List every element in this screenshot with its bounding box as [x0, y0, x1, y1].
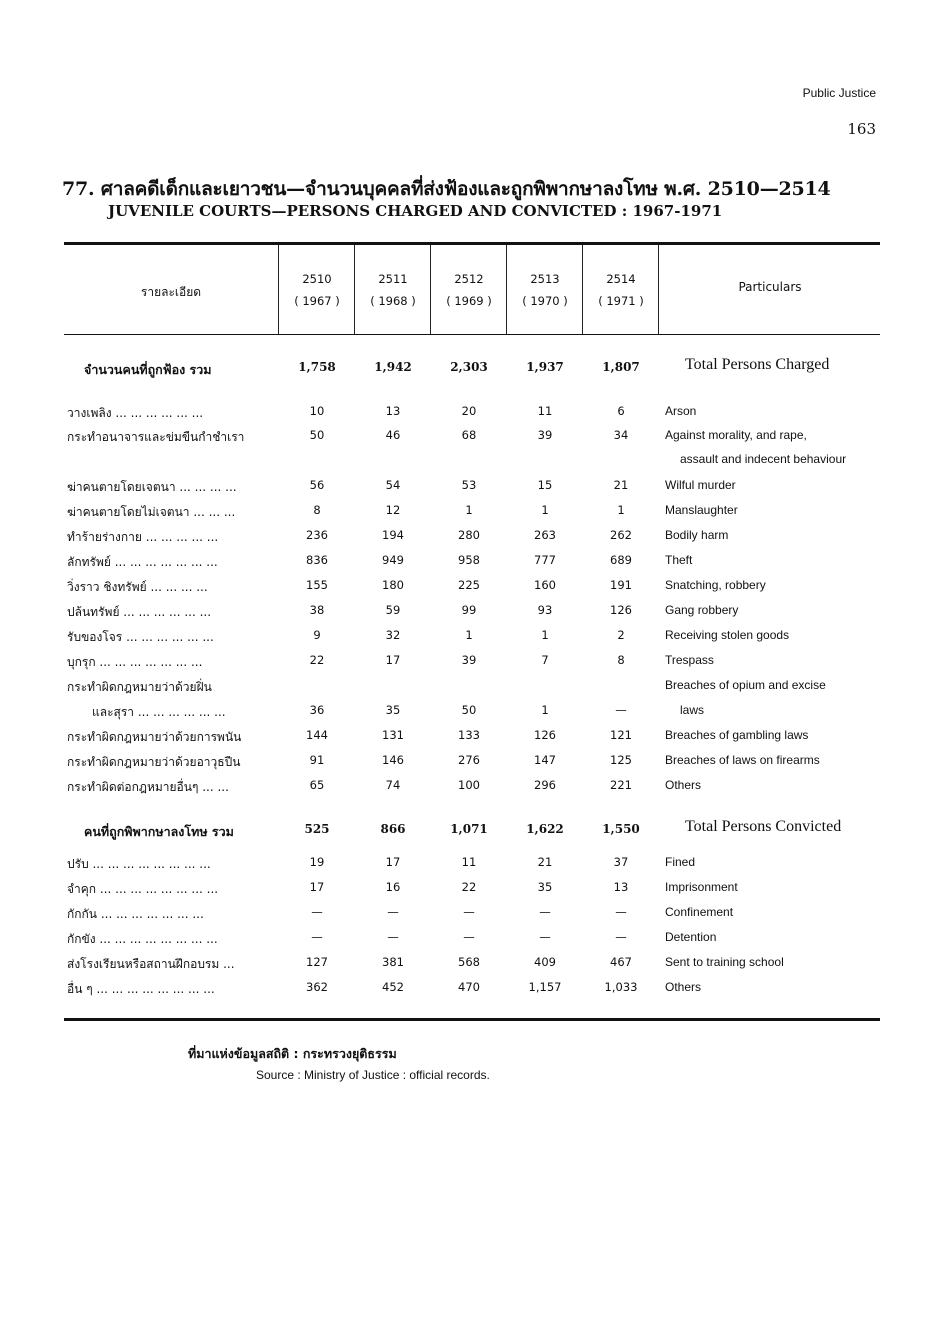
cell-value: 93 [537, 603, 553, 617]
cell-value: 1 [465, 503, 473, 517]
cell-value: 1 [617, 503, 625, 517]
year-ce: ( 1967 ) [294, 294, 340, 308]
table-row [0, 703, 938, 727]
cell-value: 1,071 [450, 822, 488, 836]
row-label-english: Breaches of opium and excise [665, 678, 826, 692]
table-top-rule [64, 242, 880, 245]
cell-value: — [615, 703, 627, 717]
cell-value: — [615, 930, 627, 944]
cell-value: 12 [385, 503, 401, 517]
cell-value: 9 [313, 628, 321, 642]
cell-value: 53 [461, 478, 477, 492]
cell-value: 20 [461, 404, 477, 418]
row-label-english: Others [665, 980, 702, 994]
cell-value: 836 [306, 553, 328, 567]
cell-value: 126 [610, 603, 632, 617]
cell-value: 1,622 [526, 822, 564, 836]
page-number: 163 [847, 120, 876, 138]
table-row [0, 753, 938, 777]
cell-value: 59 [385, 603, 401, 617]
cell-value: 21 [613, 478, 629, 492]
cell-value: 127 [306, 955, 328, 969]
cell-value: 13 [613, 880, 629, 894]
cell-value: 191 [610, 578, 632, 592]
table-row [0, 528, 938, 552]
cell-value: — [539, 930, 551, 944]
row-label-thai: ปรับ ... ... ... ... ... ... ... ... [67, 857, 211, 871]
row-label-english: Imprisonment [665, 880, 738, 894]
column-header-details: รายละเอียด [140, 285, 202, 299]
year-ce: ( 1971 ) [598, 294, 644, 308]
table-row [0, 503, 938, 527]
cell-value: 525 [304, 822, 330, 836]
table-row [0, 578, 938, 602]
cell-value: 56 [309, 478, 325, 492]
row-label-english: Bodily harm [665, 528, 729, 542]
column-header-particulars: Particulars [738, 280, 802, 294]
row-label-thai: ทำร้ายร่างกาย ... ... ... ... ... [67, 530, 219, 544]
cell-value: 409 [534, 955, 556, 969]
cell-value: 1,807 [602, 360, 640, 374]
cell-value: 74 [385, 778, 401, 792]
cell-value: 6 [617, 404, 625, 418]
cell-value: 39 [461, 653, 477, 667]
cell-value: 8 [617, 653, 625, 667]
table-row [0, 778, 938, 802]
year-be: 2511 [378, 272, 408, 286]
cell-value: 131 [382, 728, 404, 742]
row-label-english: Total Persons Convicted [685, 818, 842, 835]
row-label-english: Detention [665, 930, 717, 944]
cell-value: 194 [382, 528, 404, 542]
cell-value: 1,033 [604, 980, 638, 994]
cell-value: 126 [534, 728, 556, 742]
table-row [0, 678, 938, 702]
cell-value: 100 [458, 778, 480, 792]
table-row [0, 905, 938, 929]
cell-value: 22 [461, 880, 477, 894]
row-label-english: Sent to training school [665, 955, 784, 969]
cell-value: 22 [309, 653, 325, 667]
cell-value: 1 [465, 628, 473, 642]
cell-value: 19 [309, 855, 325, 869]
cell-value: 11 [461, 855, 477, 869]
cell-value: 146 [382, 753, 404, 767]
cell-value: — [387, 905, 399, 919]
cell-value: 1 [541, 503, 549, 517]
cell-value: 50 [461, 703, 477, 717]
cell-value: 777 [534, 553, 556, 567]
cell-value: 36 [309, 703, 325, 717]
cell-value: 121 [610, 728, 632, 742]
table-row [0, 855, 938, 879]
cell-value: 221 [610, 778, 632, 792]
cell-value: 452 [382, 980, 404, 994]
cell-value: 155 [306, 578, 328, 592]
cell-value: — [463, 930, 475, 944]
section-header: Public Justice [802, 86, 876, 100]
cell-value: — [387, 930, 399, 944]
cell-value: 91 [309, 753, 325, 767]
cell-value: 2,303 [450, 360, 488, 374]
year-header [355, 268, 431, 312]
cell-value: 568 [458, 955, 480, 969]
table-row [0, 478, 938, 502]
table-total-row [0, 356, 938, 384]
cell-value: 125 [610, 753, 632, 767]
table-title-english: JUVENILE COURTS—PERSONS CHARGED AND CONVICTED : 1967-1971 [108, 202, 723, 220]
row-label-thai: กระทำผิดกฎหมายว่าด้วยฝิ่น [67, 680, 212, 694]
year-ce: ( 1969 ) [446, 294, 492, 308]
source-note-english: Source : Ministry of Justice : official records. [256, 1068, 490, 1082]
row-label-thai: ส่งโรงเรียนหรือสถานฝึกอบรม ... [67, 957, 235, 971]
cell-value: 54 [385, 478, 401, 492]
cell-value: — [615, 905, 627, 919]
table-row [0, 728, 938, 752]
cell-value: 17 [385, 653, 401, 667]
cell-value: 39 [537, 428, 553, 442]
row-label-english: Receiving stolen goods [665, 628, 790, 642]
cell-value: 21 [537, 855, 553, 869]
row-label-english: laws [680, 703, 705, 717]
cell-value: 37 [613, 855, 629, 869]
cell-value: 236 [306, 528, 328, 542]
cell-value: 7 [541, 653, 549, 667]
row-label-english: Breaches of gambling laws [665, 728, 809, 742]
table-total-row [0, 818, 938, 846]
cell-value: 46 [385, 428, 401, 442]
cell-value: 1,937 [526, 360, 564, 374]
row-label-english: Theft [665, 553, 693, 567]
row-label-thai: ลักทรัพย์ ... ... ... ... ... ... ... [67, 555, 218, 569]
row-label-english: Breaches of laws on firearms [665, 753, 820, 767]
year-be: 2512 [454, 272, 484, 286]
cell-value: — [539, 905, 551, 919]
table-row [0, 628, 938, 652]
cell-value: 160 [534, 578, 556, 592]
row-label-thai: ฆ่าคนตายโดยไม่เจตนา ... ... ... [67, 505, 236, 519]
table-header-rule [64, 334, 880, 335]
row-label-english: Total Persons Charged [685, 356, 830, 373]
cell-value: 276 [458, 753, 480, 767]
table-bottom-rule [64, 1018, 880, 1021]
row-label-english: Snatching, robbery [665, 578, 766, 592]
year-ce: ( 1970 ) [522, 294, 568, 308]
cell-value: 1 [541, 628, 549, 642]
row-label-thai: กระทำผิดกฎหมายว่าด้วยอาวุธปืน [67, 755, 241, 769]
row-label-english: Trespass [665, 653, 714, 667]
cell-value: 958 [458, 553, 480, 567]
cell-value: 1,758 [298, 360, 336, 374]
cell-value: 144 [306, 728, 328, 742]
cell-value: 32 [385, 628, 401, 642]
row-label-english: Others [665, 778, 702, 792]
table-row [0, 880, 938, 904]
cell-value: 13 [385, 404, 401, 418]
row-label-thai: กักขัง ... ... ... ... ... ... ... ... [67, 932, 218, 946]
row-label-english: Against morality, and rape, [665, 428, 807, 442]
cell-value: 34 [613, 428, 629, 442]
table-row [0, 980, 938, 1004]
row-label-english-continued: assault and indecent behaviour [680, 452, 847, 466]
cell-value: 11 [537, 404, 553, 418]
cell-value: 50 [309, 428, 325, 442]
cell-value: 381 [382, 955, 404, 969]
cell-value: 99 [461, 603, 477, 617]
row-label-thai: วางเพลิง ... ... ... ... ... ... [67, 406, 204, 420]
cell-value: 147 [534, 753, 556, 767]
cell-value: 35 [537, 880, 553, 894]
row-label-thai: จำคุก ... ... ... ... ... ... ... ... [67, 882, 219, 896]
year-be: 2513 [530, 272, 560, 286]
row-label-thai: จำนวนคนที่ถูกฟ้อง รวม [84, 362, 212, 377]
year-header [583, 268, 659, 312]
year-header [279, 268, 355, 312]
row-label-thai: บุกรุก ... ... ... ... ... ... ... [67, 655, 203, 669]
year-header [431, 268, 507, 312]
table-row [0, 653, 938, 677]
cell-value: 296 [534, 778, 556, 792]
cell-value: 470 [458, 980, 480, 994]
row-label-english: Confinement [665, 905, 734, 919]
cell-value: 263 [534, 528, 556, 542]
row-label-english: Wilful murder [665, 478, 736, 492]
source-note-thai: ที่มาแห่งข้อมูลสถิติ : กระทรวงยุติธรรม [188, 1046, 397, 1061]
table-row [0, 428, 938, 466]
row-label-thai: วิ่งราว ชิงทรัพย์ ... ... ... ... [67, 580, 208, 594]
cell-value: 38 [309, 603, 325, 617]
cell-value: 17 [309, 880, 325, 894]
cell-value: 16 [385, 880, 401, 894]
cell-value: 133 [458, 728, 480, 742]
cell-value: 68 [461, 428, 477, 442]
year-header [507, 268, 583, 312]
table-row [0, 404, 938, 428]
cell-value: 2 [617, 628, 625, 642]
row-label-thai: กักกัน ... ... ... ... ... ... ... [67, 907, 204, 921]
row-label-english: Fined [665, 855, 696, 869]
row-label-thai: กระทำอนาจารและข่มขืนกำชำเรา [67, 430, 245, 444]
row-label-english: Manslaughter [665, 503, 738, 517]
cell-value: 262 [610, 528, 632, 542]
table-row [0, 603, 938, 627]
row-label-thai: อื่น ๆ ... ... ... ... ... ... ... ... [67, 982, 215, 996]
cell-value: — [311, 905, 323, 919]
cell-value: 15 [537, 478, 553, 492]
row-label-thai: ฆ่าคนตายโดยเจตนา ... ... ... ... [67, 480, 237, 494]
cell-value: — [463, 905, 475, 919]
year-ce: ( 1968 ) [370, 294, 416, 308]
cell-value: 17 [385, 855, 401, 869]
row-label-thai: และสุรา ... ... ... ... ... ... [92, 705, 226, 719]
row-label-thai: ปล้นทรัพย์ ... ... ... ... ... ... [67, 605, 212, 619]
cell-value: 1,550 [602, 822, 640, 836]
cell-value: 65 [309, 778, 325, 792]
table-row [0, 553, 938, 577]
cell-value: 1,157 [528, 980, 562, 994]
cell-value: 10 [309, 404, 325, 418]
year-be: 2514 [606, 272, 636, 286]
row-label-thai: รับของโจร ... ... ... ... ... ... [67, 630, 214, 644]
cell-value: 689 [610, 553, 632, 567]
year-be: 2510 [302, 272, 332, 286]
cell-value: — [311, 930, 323, 944]
cell-value: 180 [382, 578, 404, 592]
cell-value: 280 [458, 528, 480, 542]
row-label-thai: กระทำผิดกฎหมายว่าด้วยการพนัน [67, 730, 242, 744]
cell-value: 866 [380, 822, 406, 836]
row-label-english: Gang robbery [665, 603, 739, 617]
row-label-thai: คนที่ถูกพิพากษาลงโทษ รวม [84, 824, 234, 839]
cell-value: 8 [313, 503, 321, 517]
table-title-thai: 77. ศาลคดีเด็กและเยาวชน—จำนวนบุคคลที่ส่งฟ้องและถูกพิพากษาลงโทษ พ.ศ. 2510—2514 [62, 178, 831, 200]
cell-value: 35 [385, 703, 401, 717]
table-row [0, 955, 938, 979]
row-label-thai: กระทำผิดต่อกฎหมายอื่นๆ ... ... [67, 780, 229, 794]
cell-value: 467 [610, 955, 632, 969]
row-label-english: Arson [665, 404, 697, 418]
cell-value: 225 [458, 578, 480, 592]
table-row [0, 930, 938, 954]
cell-value: 362 [306, 980, 328, 994]
cell-value: 1 [541, 703, 549, 717]
cell-value: 949 [382, 553, 404, 567]
cell-value: 1,942 [374, 360, 412, 374]
